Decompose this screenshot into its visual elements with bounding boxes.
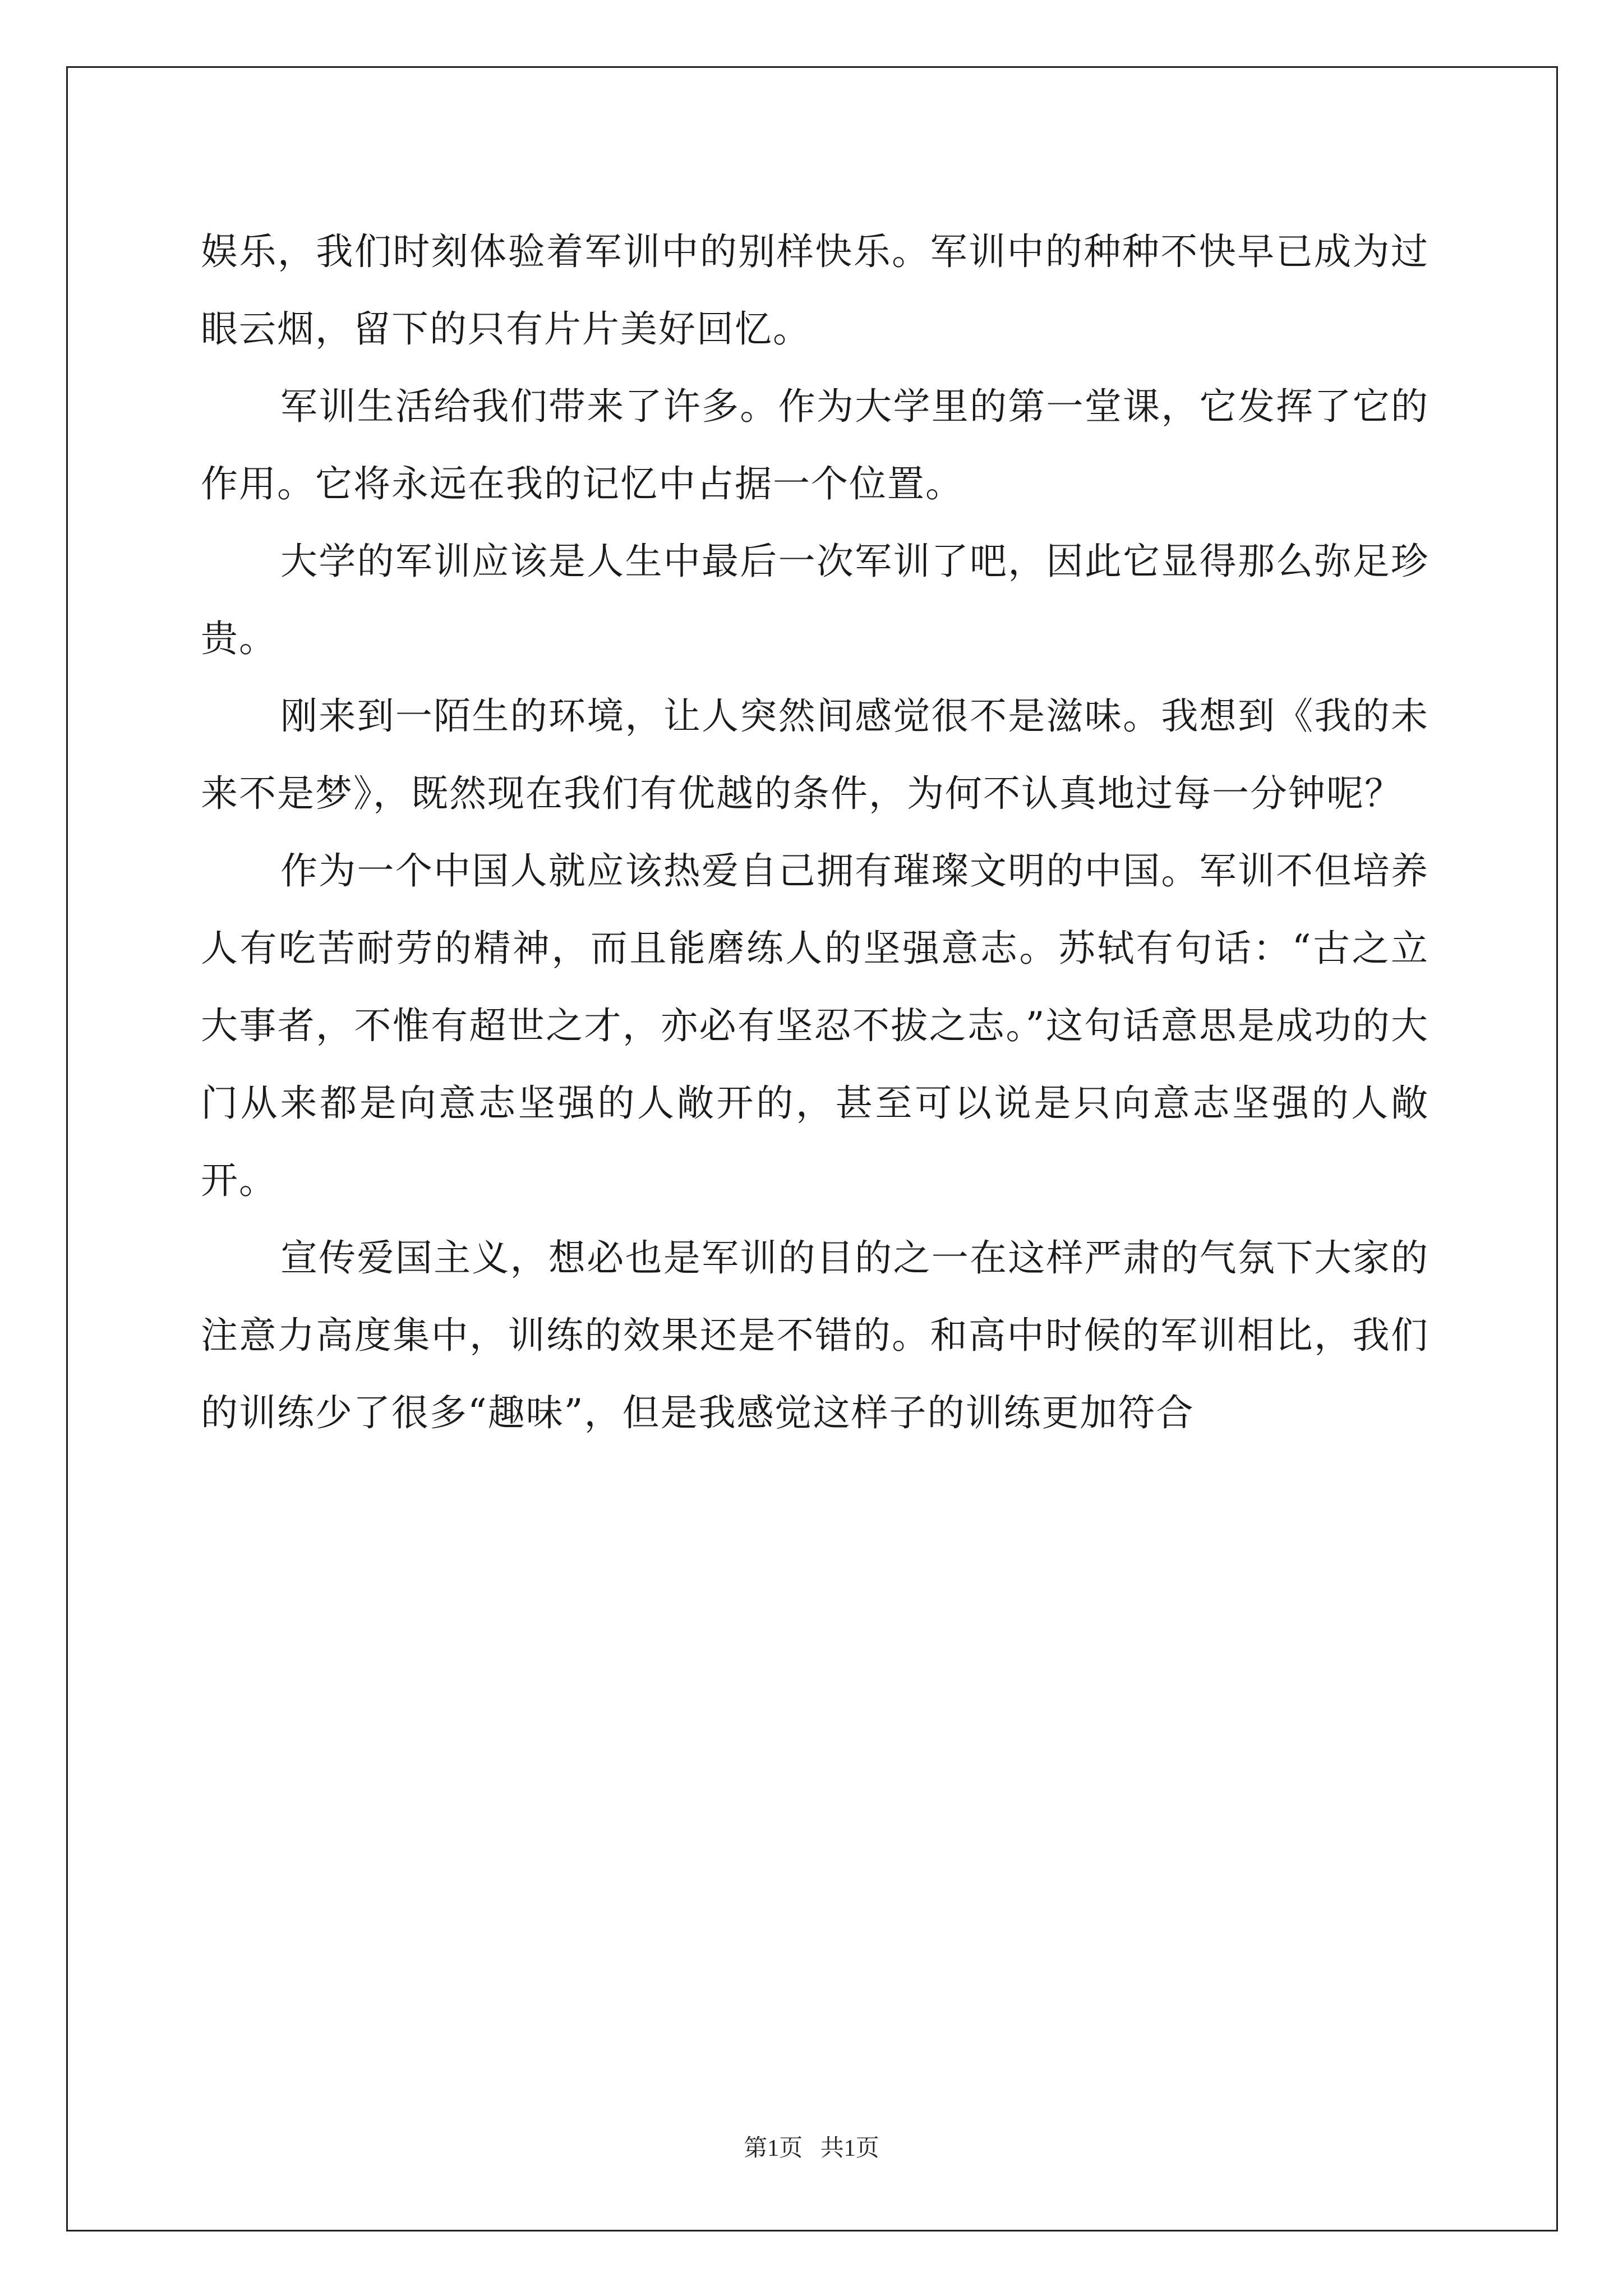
page-total: 共1页 [820,2136,879,2161]
paragraph-3: 大学的军训应该是人生中最后一次军训了吧，因此它显得那么弥足珍贵。 [201,540,1429,660]
page-number: 第1页 [744,2136,803,2161]
paragraph-4: 刚来到一陌生的环境，让人突然间感觉很不是滋味。我想到《我的未来不是梦》，既然现在我们有优越的条件，为何不认真地过每一分钟呢？ [201,694,1429,815]
paragraph-5: 作为一个中国人就应该热爱自己拥有璀璨文明的中国。军训不但培养人有吃苦耐劳的精神，而且能磨练人的坚强意志。苏轼有句话：“古之立大事者，不惟有超世之才，亦必有坚忍不拔之志。”这句话意思是成功的大门从来都是向意志坚强的人敞开的，甚至可以说是只向意志坚强的人敞开。 [201,849,1429,1202]
document-body [201,213,1429,1452]
paragraph-6: 宣传爱国主义，想必也是军训的目的之一在这样严肃的气氛下大家的注意力高度集中，训练的效果还是不错的。和高中时候的军训相比，我们的训练少了很多“趣味”，但是我感觉这样子的训练更加符合 [201,1236,1429,1434]
paragraph-2: 军训生活给我们带来了许多。作为大学里的第一堂课，它发挥了它的作用。它将永远在我的记忆中占据一个位置。 [201,385,1429,505]
page-footer [0,2129,1623,2163]
paragraph-1: 娱乐，我们时刻体验着军训中的别样快乐。军训中的种种不快早已成为过眼云烟，留下的只有片片美好回忆。 [201,230,1429,351]
